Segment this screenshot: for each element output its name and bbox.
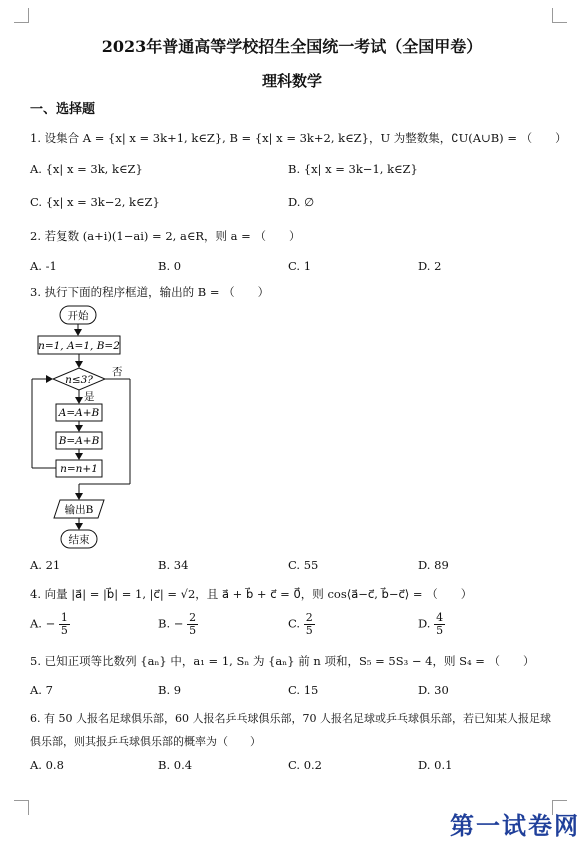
question-4-option-d-fraction: $\frac{4}{5}$ bbox=[436, 611, 444, 637]
question-1-option-b: B. {x| x = 3k−1, k∈Z} bbox=[288, 162, 418, 176]
question-4-option-b-fraction: $\frac{2}{5}$ bbox=[189, 611, 197, 637]
question-3-option-a: A. 21 bbox=[30, 558, 61, 572]
question-5-stem: 5. 已知正项等比数列 {aₙ} 中，a₁ = 1, Sₙ 为 {aₙ} 前 n 项和，S₅ = 5S₃ − 4，则 S₄ = （ ） bbox=[30, 654, 535, 668]
question-6-option-a: A. 0.8 bbox=[30, 758, 64, 772]
flow-decision-label: n≤3? bbox=[65, 374, 93, 386]
question-2-option-d: D. 2 bbox=[418, 259, 442, 273]
flow-yes-label: 是 bbox=[84, 391, 95, 403]
flow-step-1-label: A=A+B bbox=[58, 407, 100, 419]
question-4-option-a bbox=[30, 612, 70, 637]
question-1-stem: 1. 设集合 A = {x| x = 3k+1, k∈Z}, B = {x| x = 3k+2, k∈Z}，U 为整数集，∁U(A∪B) = （ ） bbox=[30, 131, 567, 145]
question-1-option-a: A. {x| x = 3k, k∈Z} bbox=[30, 162, 143, 176]
flow-no-label: 否 bbox=[112, 366, 123, 378]
page-subtitle: 理科数学 bbox=[261, 72, 322, 90]
flow-end-label: 结束 bbox=[68, 534, 90, 546]
question-1-option-d: D. ∅ bbox=[288, 195, 315, 209]
question-5-option-a: A. 7 bbox=[30, 683, 53, 697]
section-heading: 一、选择题 bbox=[30, 102, 96, 117]
question-5-option-c: C. 15 bbox=[288, 683, 319, 697]
watermark-logo: 第一试卷网 bbox=[450, 812, 580, 840]
question-4-option-d-label: D. bbox=[418, 616, 431, 631]
flow-init-label: n=1, A=1, B=2 bbox=[38, 340, 120, 352]
question-2-option-c: C. 1 bbox=[288, 259, 312, 273]
page-title: 2023年普通高等学校招生全国统一考试（全国甲卷） bbox=[101, 37, 483, 56]
question-6-stem-line-2: 俱乐部，则其报乒乓球俱乐部的概率为（ ） bbox=[30, 735, 261, 748]
question-3-option-b: B. 34 bbox=[158, 558, 189, 572]
question-4-option-a-fraction: $\frac{1}{5}$ bbox=[60, 611, 68, 637]
question-3-option-d: D. 89 bbox=[418, 558, 449, 572]
question-1-option-c: C. {x| x = 3k−2, k∈Z} bbox=[30, 195, 160, 209]
question-6-option-d: D. 0.1 bbox=[418, 758, 453, 772]
question-3-option-c: C. 55 bbox=[288, 558, 319, 572]
question-4-option-b bbox=[158, 612, 198, 637]
question-2-stem: 2. 若复数 (a+i)(1−ai) = 2, a∈R，则 a = （ ） bbox=[30, 229, 301, 243]
question-4-option-d bbox=[418, 612, 445, 637]
question-3-stem: 3. 执行下面的程序框道，输出的 B = （ ） bbox=[30, 285, 270, 299]
question-5-option-b: B. 9 bbox=[158, 683, 182, 697]
flow-step-2-label: B=A+B bbox=[58, 435, 100, 447]
question-5-option-d: D. 30 bbox=[418, 683, 449, 697]
flow-step-3-label: n=n+1 bbox=[60, 463, 98, 475]
question-6-option-b: B. 0.4 bbox=[158, 758, 193, 772]
question-4-option-b-label: B. − bbox=[158, 616, 184, 631]
question-4-option-c bbox=[288, 612, 315, 637]
flow-start-label: 开始 bbox=[67, 310, 89, 322]
question-2-option-b: B. 0 bbox=[158, 259, 182, 273]
question-4-option-c-label: C. bbox=[288, 616, 301, 631]
flow-output-label: 输出B bbox=[64, 504, 94, 516]
question-4-option-c-fraction: $\frac{2}{5}$ bbox=[305, 611, 313, 637]
question-2-option-a: A. -1 bbox=[30, 259, 57, 273]
question-4-option-a-label: A. − bbox=[30, 616, 56, 631]
question-6-option-c: C. 0.2 bbox=[288, 758, 322, 772]
question-6-stem-line-1: 6. 有 50 人报名足球俱乐部，60 人报名乒乓球俱乐部，70 人报名足球或乒乓球俱乐部，若已知某人报足球 bbox=[30, 712, 551, 725]
question-4-stem: 4. 向量 |a⃗| = |b⃗| = 1, |c⃗| = √2，且 a⃗ + b⃗ + c⃗ = 0⃗，则 cos⟨a⃗−c⃗, b⃗−c⃗⟩ = （ ） bbox=[30, 587, 473, 601]
